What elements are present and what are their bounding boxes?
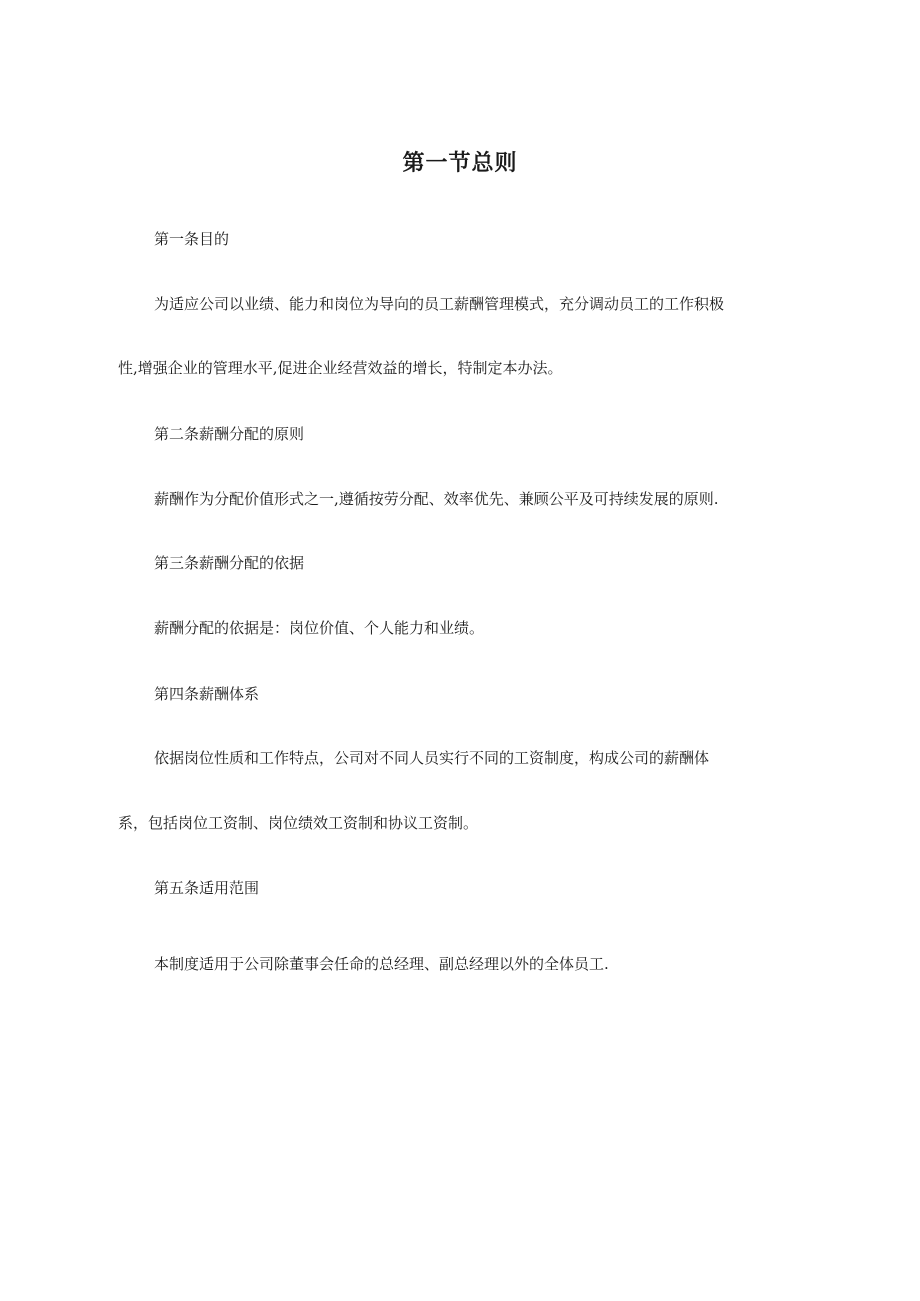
article-2-body-line-1: 薪酬作为分配价值形式之一,遵循按劳分配、效率优先、兼顾公平及可持续发展的原则. bbox=[154, 490, 719, 508]
article-4-heading: 第四条薪酬体系 bbox=[154, 685, 260, 703]
article-3-body-line-1: 薪酬分配的依据是：岗位价值、个人能力和业绩。 bbox=[154, 619, 485, 637]
article-4-body-line-1: 依据岗位性质和工作特点，公司对不同人员实行不同的工资制度，构成公司的薪酬体 bbox=[154, 749, 710, 767]
article-1-heading: 第一条目的 bbox=[154, 230, 230, 248]
section-title: 第一节总则 bbox=[402, 151, 518, 176]
article-5-body-line-1: 本制度适用于公司除董事会任命的总经理、副总经理以外的全体员工. bbox=[154, 955, 609, 973]
article-2-heading: 第二条薪酬分配的原则 bbox=[154, 425, 305, 443]
article-4-body-line-2: 系，包括岗位工资制、岗位绩效工资制和协议工资制。 bbox=[118, 814, 479, 832]
article-5-heading: 第五条适用范围 bbox=[154, 879, 260, 897]
article-1-body-line-1: 为适应公司以业绩、能力和岗位为导向的员工薪酬管理模式，充分调动员工的工作积极 bbox=[154, 295, 725, 313]
article-3-heading: 第三条薪酬分配的依据 bbox=[154, 554, 305, 572]
article-1-body-line-2: 性,增强企业的管理水平,促进企业经营效益的增长，特制定本办法。 bbox=[118, 359, 563, 377]
